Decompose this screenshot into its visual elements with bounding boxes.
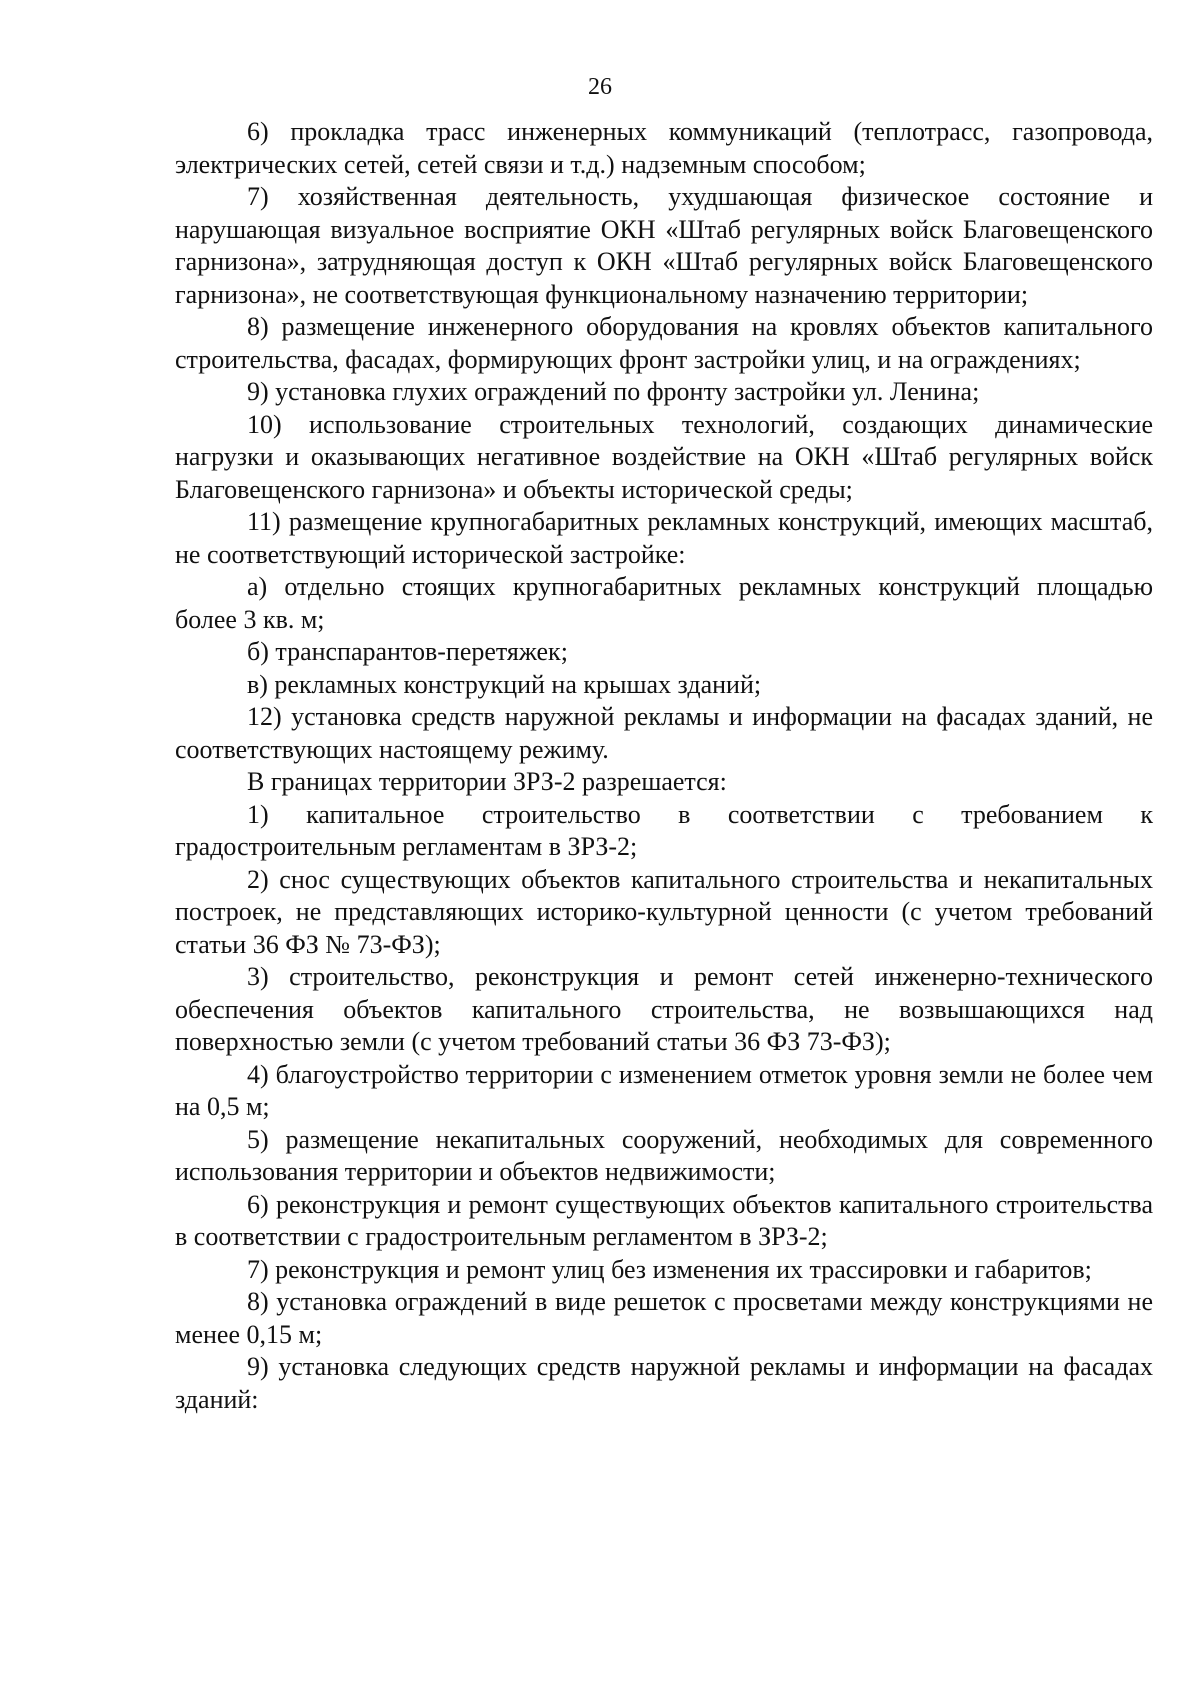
- paragraph-item-10-construction-technologies: 10) использование строительных технологий, создающих динамические нагрузки и оказывающих негативное воздействие на ОКН «Штаб регулярных войск Благовещенского гарнизона» и объекты исторической среды;: [175, 409, 1153, 504]
- paragraph-permitted-6: 6) реконструкция и ремонт существующих объектов капитального строительства в соответствии с градостроительным регламентом в ЗРЗ-2;: [175, 1189, 1153, 1251]
- paragraph-permitted-8: 8) установка ограждений в виде решеток с просветами между конструкциями не менее 0,15 м;: [175, 1287, 1153, 1349]
- paragraph-permitted-5: 5) размещение некапитальных сооружений, необходимых для современного использования территории и объектов недвижимости;: [175, 1124, 1153, 1186]
- paragraph-item-8-engineering-equipment: 8) размещение инженерного оборудования на кровлях объектов капитального строительства, фасадах, формирующих фронт застройки улиц, и на ограждениях;: [175, 312, 1153, 374]
- paragraph-item-9-blind-fences: 9) установка глухих ограждений по фронту застройки ул. Ленина;: [247, 377, 980, 406]
- paragraph-item-11-large-advertising: 11) размещение крупногабаритных рекламных конструкций, имеющих масштаб, не соответствующий исторической застройке:: [175, 507, 1153, 569]
- document-body: [175, 116, 1153, 1416]
- paragraph-permitted-9: 9) установка следующих средств наружной рекламы и информации на фасадах зданий:: [175, 1352, 1153, 1414]
- paragraph-permitted-2: 2) снос существующих объектов капитального строительства и некапитальных построек, не представляющих историко-культурной ценности (с учетом требований статьи 36 ФЗ № 73-ФЗ);: [175, 864, 1153, 959]
- paragraph-subitem-a: а) отдельно стоящих крупногабаритных рекламных конструкций площадью более 3 кв. м;: [175, 572, 1153, 634]
- paragraph-permitted-4: 4) благоустройство территории с изменением отметок уровня земли не более чем на 0,5 м;: [175, 1059, 1153, 1121]
- paragraph-subitem-v: в) рекламных конструкций на крышах зданий;: [247, 669, 762, 699]
- paragraph-item-7-economic-activity: 7) хозяйственная деятельность, ухудшающая физическое состояние и нарушающая визуальное восприятие ОКН «Штаб регулярных войск Благовещенского гарнизона», затрудняющая доступ к ОКН «Штаб регулярных войск Благовещенского гарнизона», не соответствующая функциональному назначению территории;: [175, 182, 1153, 309]
- page-number: 26: [588, 74, 612, 100]
- paragraph-permitted-heading: В границах территории ЗРЗ-2 разрешается:: [247, 767, 727, 796]
- paragraph-subitem-b: б) транспарантов-перетяжек;: [247, 637, 568, 666]
- paragraph-permitted-7: 7) реконструкция и ремонт улиц без изменения их трассировки и габаритов;: [247, 1254, 1092, 1284]
- paragraph-item-12-facade-advertising: 12) установка средств наружной рекламы и информации на фасадах зданий, не соответствующих настоящему режиму.: [175, 702, 1153, 764]
- paragraph-permitted-1: 1) капитальное строительство в соответствии с требованием к градостроительным регламентам в ЗРЗ-2;: [175, 799, 1153, 861]
- paragraph-permitted-3: 3) строительство, реконструкция и ремонт сетей инженерно-технического обеспечения объектов капитального строительства, не возвышающихся над поверхностью земли (с учетом требований статьи 36 ФЗ 73-ФЗ);: [175, 962, 1153, 1056]
- paragraph-item-6-overhead-utilities: 6) прокладка трасс инженерных коммуникаций (теплотрасс, газопровода, электрических сетей, сетей связи и т.д.) надземным способом;: [175, 117, 1153, 179]
